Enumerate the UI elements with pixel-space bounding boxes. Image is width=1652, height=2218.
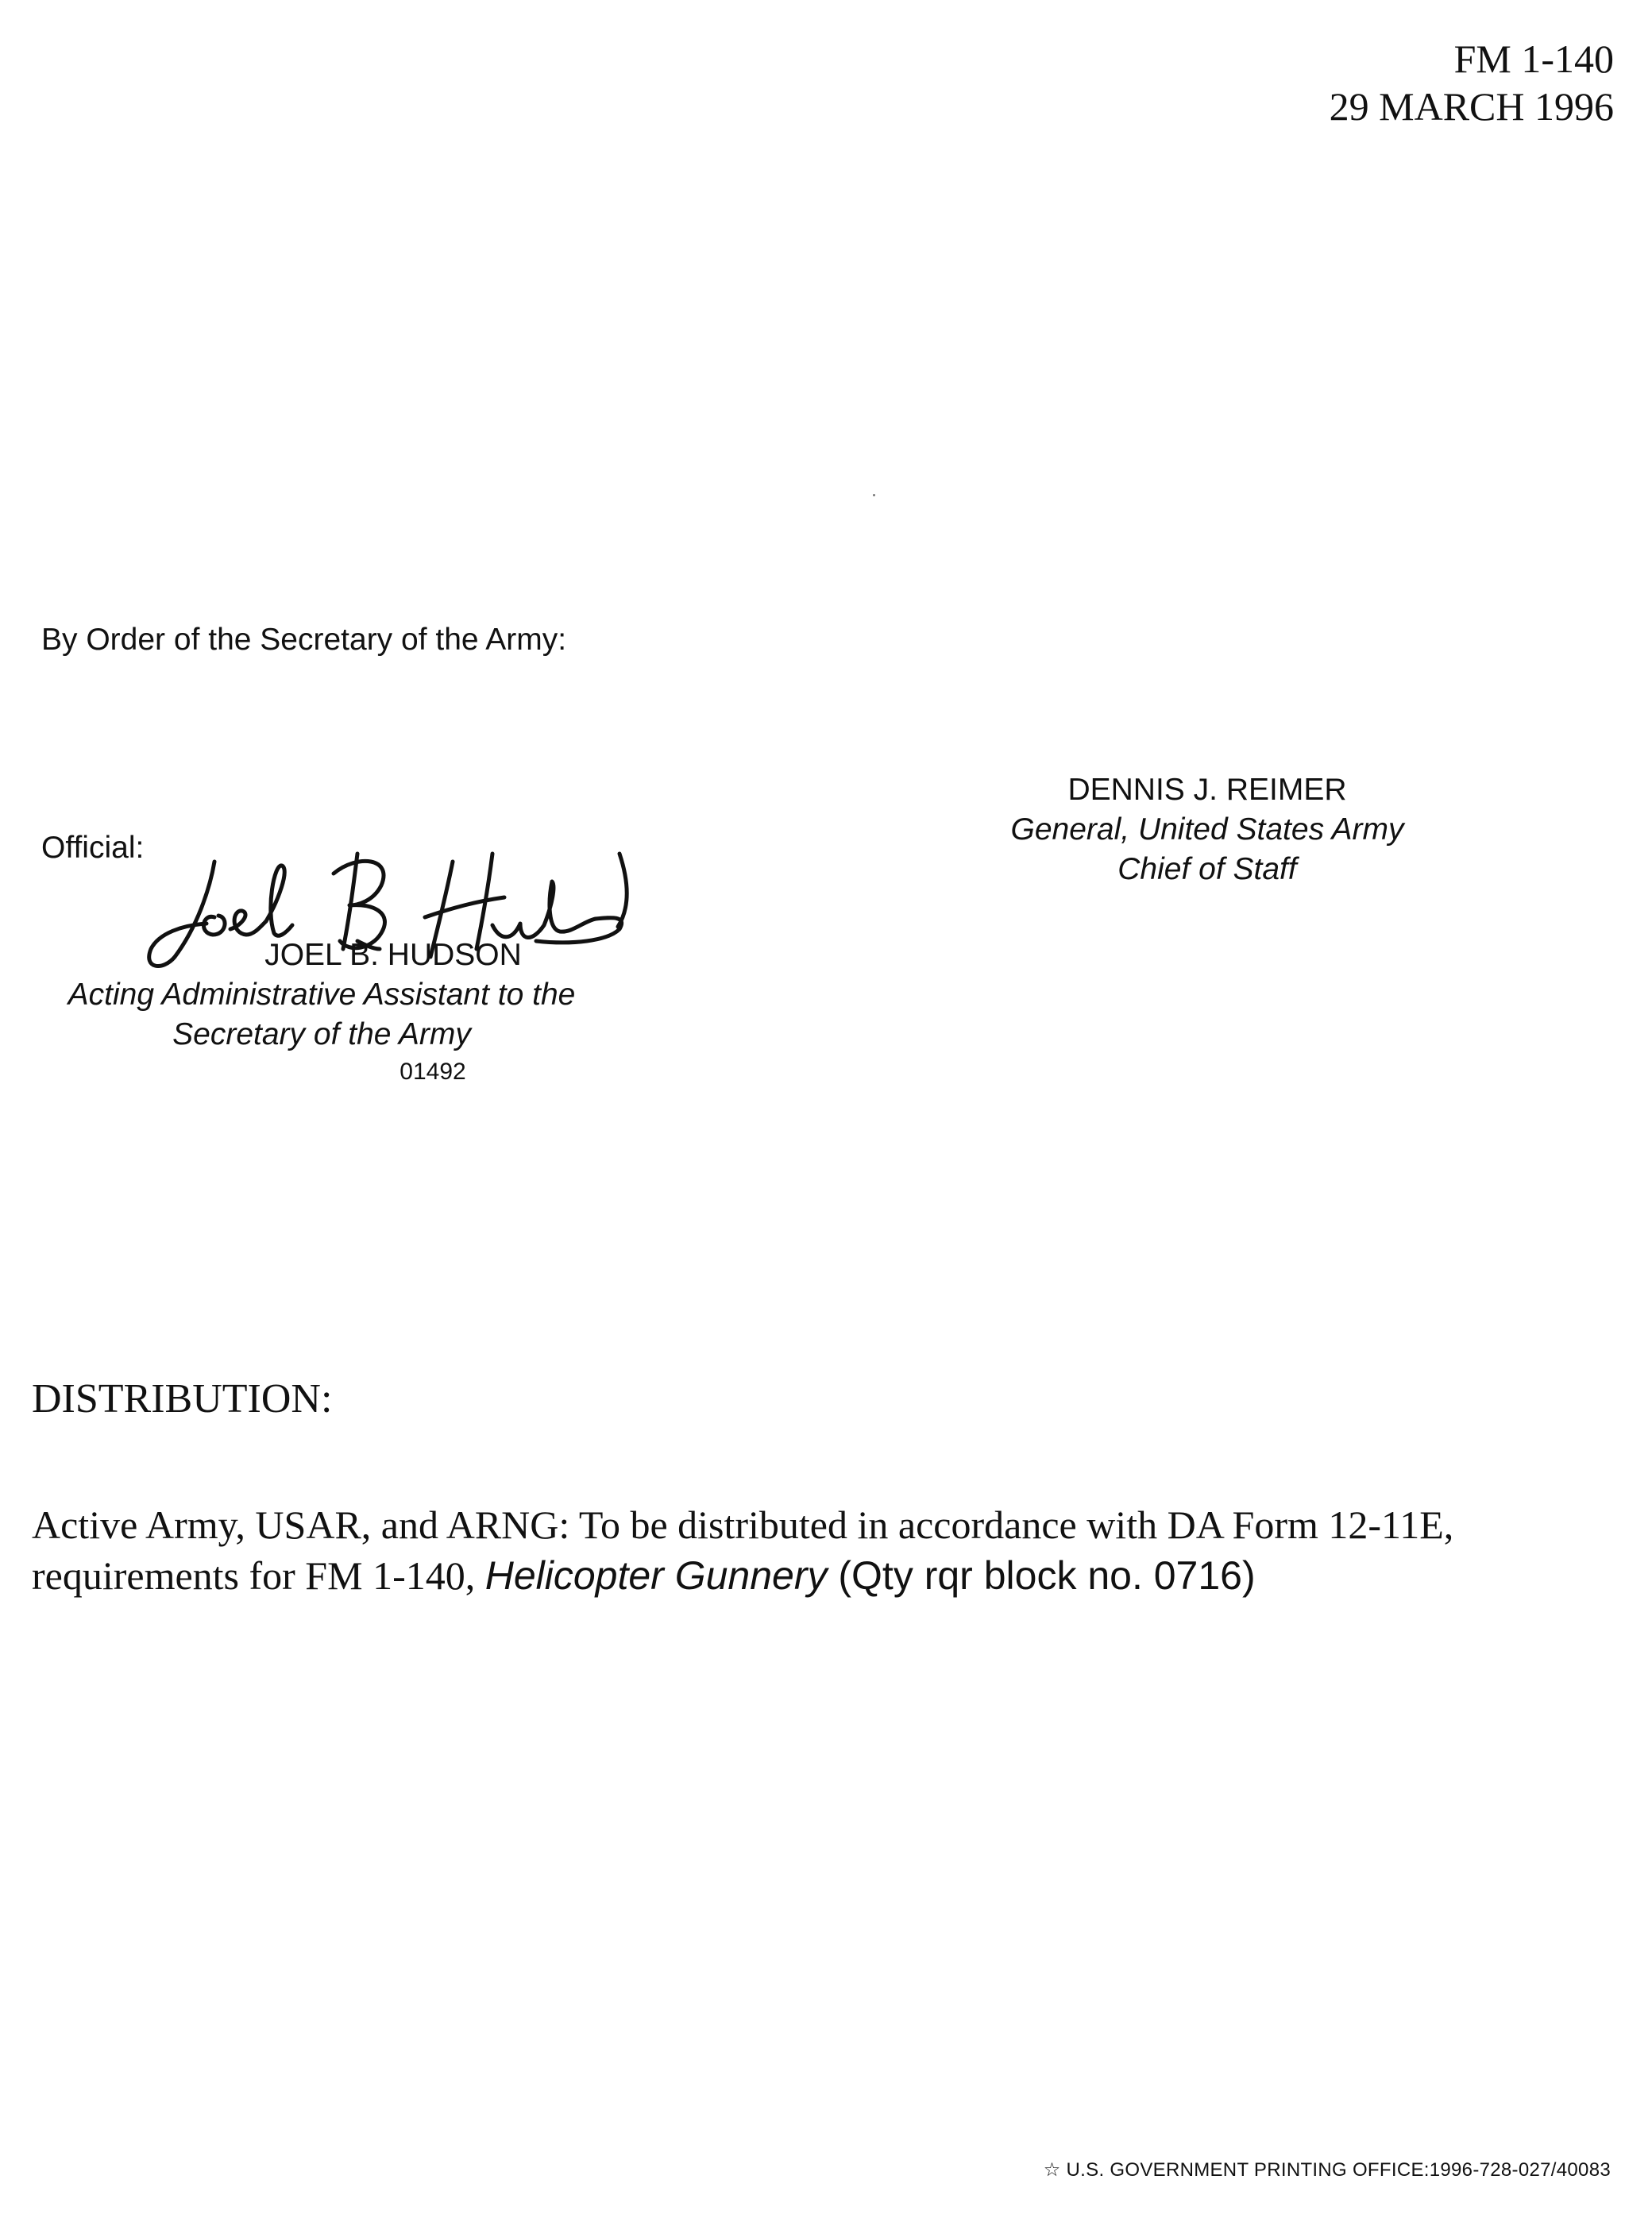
printing-office-text: U.S. GOVERNMENT PRINTING OFFICE:1996-728-027/40083 [1066,2159,1611,2181]
distribution-text-part1: Active Army, USAR, and ARNG: To be distributed in accordance with DA Form 12-11E, requirements for FM 1-140, [32,1502,1454,1598]
official-code: 01492 [399,1059,466,1085]
scan-speck [873,494,875,496]
distribution-text-part2: (Qty rqr block no. 0716) [827,1553,1256,1598]
chief-of-staff-block [969,770,1446,889]
star-icon: ☆ [1043,2159,1061,2181]
publication-date: 29 MARCH 1996 [1329,84,1614,129]
official-title-line2: Secretary of the Army [172,1017,471,1051]
manual-number: FM 1-140 [1453,37,1614,81]
document-header [1330,35,1614,130]
official-name: JOEL B. HUDSON [264,938,522,972]
official-label: Official: [41,831,145,865]
official-block [32,935,612,1090]
distribution-heading: DISTRIBUTION: [32,1376,333,1421]
official-title-line1: Acting Administrative Assistant to the [68,978,576,1012]
by-order-line: By Order of the Secretary of the Army: [41,623,567,657]
chief-name: DENNIS J. REIMER [1067,773,1347,807]
publication-title: Helicopter Gunnery [484,1553,828,1598]
chief-rank: General, United States Army [1010,812,1404,847]
chief-title: Chief of Staff [1117,852,1297,886]
distribution-text [32,1499,1541,1601]
printing-office-footer [1044,2158,1611,2181]
